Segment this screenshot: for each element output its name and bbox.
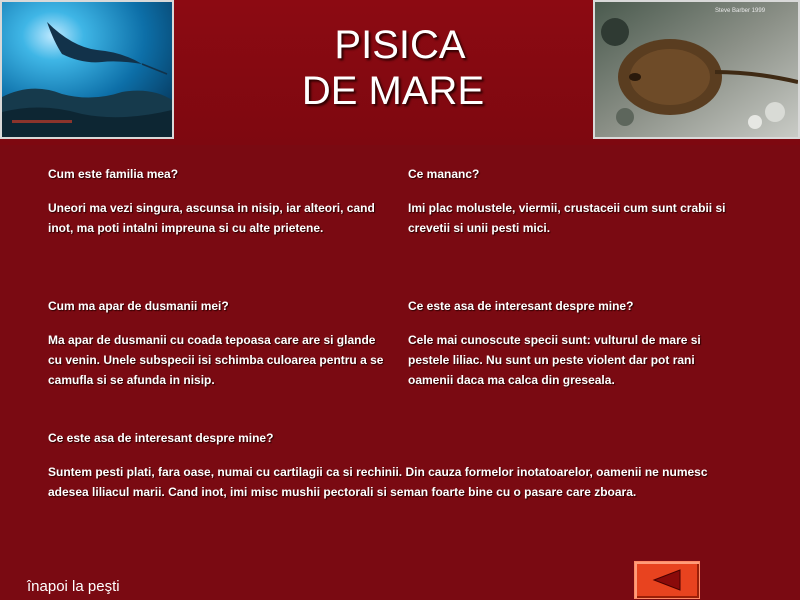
section-question: Ce mananc?: [408, 167, 480, 181]
stingray-image: [595, 2, 798, 137]
back-button[interactable]: [634, 561, 700, 599]
section-question: Cum ma apar de dusmanii mei?: [48, 299, 229, 313]
section-defense: [48, 296, 388, 390]
section-answer: Cele mai cunoscute specii sunt: vulturul de mare si pestele liliac. Nu sunt un peste violent dar pot rani oamenii daca ma calca din greseala.: [408, 333, 701, 387]
stingray-photo: [593, 0, 800, 139]
manta-ray-photo: [0, 0, 174, 139]
title-line-2: DE MARE: [301, 69, 485, 113]
section-answer: Imi plac molustele, viermii, crustaceii cum sunt crabii si crevetii si unii pesti mici.: [408, 201, 726, 235]
title-line-1: PISICA: [334, 23, 466, 67]
section-family: [48, 164, 388, 238]
section-answer: Ma apar de dusmanii cu coada tepoasa care are si glande cu venin. Unele subspecii isi schimba culoarea pentru a se camufla si se afunda in nisip.: [48, 333, 384, 387]
section-question: Ce este asa de interesant despre mine?: [408, 299, 634, 313]
section-question: Ce este asa de interesant despre mine?: [48, 431, 274, 445]
section-interesting-right: [408, 296, 738, 390]
section-interesting-bottom: [48, 428, 748, 502]
page-title: [300, 22, 500, 114]
manta-ray-image: [2, 2, 172, 137]
back-to-fish-link[interactable]: înapoi la peşti: [27, 578, 120, 595]
section-food: [408, 164, 758, 238]
section-answer: Uneori ma vezi singura, ascunsa in nisip, iar alteori, cand inot, ma poti intalni impreuna si cu alte prietene.: [48, 201, 375, 235]
photo-caption: Steve Barber 1999: [715, 8, 766, 14]
section-answer: Suntem pesti plati, fara oase, numai cu cartilagii ca si rechinii. Din cauza formelor inotatoarelor, oamenii ne numesc adesea liliacul marii. Cand inot, imi misc mushii pectorali si seman foarte bine cu o pasare care zboara.: [48, 465, 708, 499]
section-question: Cum este familia mea?: [48, 167, 179, 181]
left-arrow-icon: [652, 569, 682, 591]
